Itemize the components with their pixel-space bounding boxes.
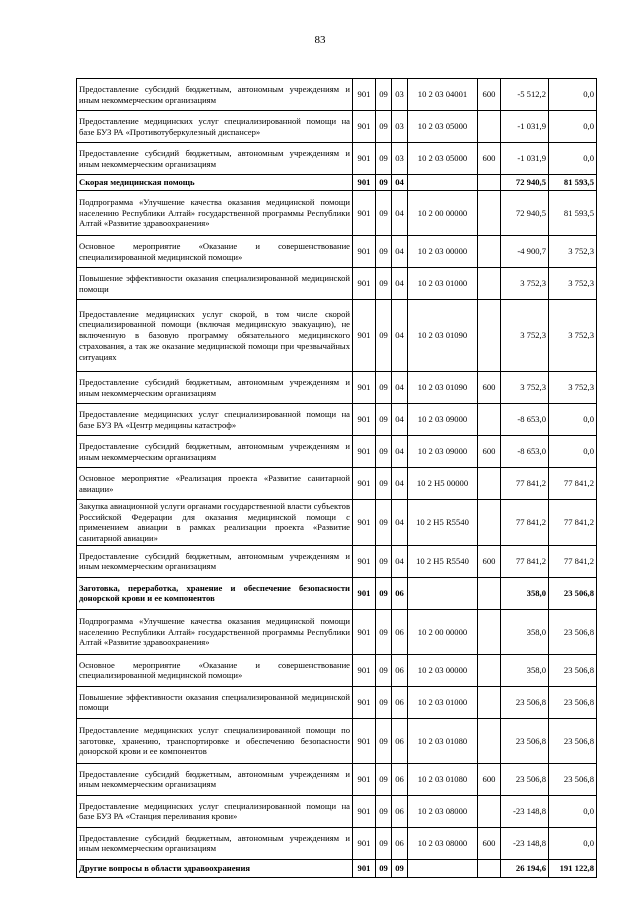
amount-1: 23 506,8: [501, 763, 549, 795]
row-name: Заготовка, переработка, хранение и обеспечение безопасности донорской крови и ее компонентов: [77, 577, 353, 609]
section-code: 09: [376, 175, 392, 191]
target-article-code: 10 2 Н5 00000: [408, 468, 478, 500]
target-article-code: 10 2 03 00000: [408, 654, 478, 686]
subsection-code: 06: [392, 795, 408, 827]
subsection-code: 06: [392, 609, 408, 654]
subsection-code: 06: [392, 763, 408, 795]
budget-table: [76, 78, 597, 878]
target-article-code: 10 2 Н5 R5540: [408, 545, 478, 577]
ved-code: 901: [353, 827, 376, 859]
amount-2: 23 506,8: [549, 654, 597, 686]
subsection-code: 06: [392, 654, 408, 686]
ved-code: 901: [353, 191, 376, 236]
amount-1: 358,0: [501, 654, 549, 686]
amount-2: 81 593,5: [549, 175, 597, 191]
subsection-code: 06: [392, 577, 408, 609]
row-name: Предоставление медицинских услуг скорой, в том числе скорой специализированной помощи (включая медицинскую эвакуацию), не включенную в базовую программу обязательного медицинского страхования, а так же оказание медицинской помощи при чрезвычайных ситуациях: [77, 300, 353, 372]
row-name: Основное мероприятие «Оказание и совершенствование специализированной медицинской помощи»: [77, 654, 353, 686]
row-name: Повышение эффективности оказания специализированной медицинской помощи: [77, 268, 353, 300]
expense-type-code: 600: [478, 143, 501, 175]
amount-1: 358,0: [501, 609, 549, 654]
amount-2: 0,0: [549, 143, 597, 175]
section-code: 09: [376, 686, 392, 718]
section-code: 09: [376, 372, 392, 404]
expense-type-code: [478, 468, 501, 500]
section-code: 09: [376, 236, 392, 268]
ved-code: 901: [353, 143, 376, 175]
expense-type-code: [478, 404, 501, 436]
section-code: 09: [376, 268, 392, 300]
expense-type-code: [478, 191, 501, 236]
target-article-code: 10 2 03 01000: [408, 268, 478, 300]
section-code: 09: [376, 577, 392, 609]
target-article-code: 10 2 03 00000: [408, 236, 478, 268]
section-code: 09: [376, 404, 392, 436]
amount-2: 0,0: [549, 795, 597, 827]
section-code: 09: [376, 143, 392, 175]
ved-code: 901: [353, 859, 376, 877]
table-row: [77, 191, 597, 236]
table-row: [77, 404, 597, 436]
subsection-code: 04: [392, 236, 408, 268]
subsection-code: 04: [392, 468, 408, 500]
ved-code: 901: [353, 404, 376, 436]
section-code: 09: [376, 795, 392, 827]
amount-2: 0,0: [549, 436, 597, 468]
target-article-code: 10 2 03 08000: [408, 827, 478, 859]
target-article-code: 10 2 03 05000: [408, 111, 478, 143]
amount-2: 3 752,3: [549, 268, 597, 300]
section-code: 09: [376, 300, 392, 372]
table-row: [77, 654, 597, 686]
expense-type-code: [478, 300, 501, 372]
target-article-code: 10 2 03 01090: [408, 372, 478, 404]
section-code: 09: [376, 500, 392, 546]
subsection-code: 04: [392, 191, 408, 236]
amount-1: 3 752,3: [501, 372, 549, 404]
amount-1: 358,0: [501, 577, 549, 609]
subsection-code: 03: [392, 143, 408, 175]
amount-2: 23 506,8: [549, 686, 597, 718]
row-name: Скорая медицинская помощь: [77, 175, 353, 191]
expense-type-code: [478, 236, 501, 268]
target-article-code: 10 2 03 04001: [408, 79, 478, 111]
amount-1: 77 841,2: [501, 468, 549, 500]
table-row: [77, 468, 597, 500]
ved-code: 901: [353, 236, 376, 268]
ved-code: 901: [353, 686, 376, 718]
target-article-code: [408, 577, 478, 609]
expense-type-code: [478, 175, 501, 191]
amount-1: 77 841,2: [501, 545, 549, 577]
amount-2: 77 841,2: [549, 500, 597, 546]
amount-1: 77 841,2: [501, 500, 549, 546]
ved-code: 901: [353, 372, 376, 404]
target-article-code: 10 2 03 05000: [408, 143, 478, 175]
amount-1: 23 506,8: [501, 718, 549, 763]
ved-code: 901: [353, 718, 376, 763]
expense-type-code: [478, 718, 501, 763]
subsection-code: 03: [392, 79, 408, 111]
row-name: Основное мероприятие «Оказание и совершенствование специализированной медицинской помощи»: [77, 236, 353, 268]
ved-code: 901: [353, 436, 376, 468]
expense-type-code: [478, 500, 501, 546]
ved-code: 901: [353, 300, 376, 372]
section-code: 09: [376, 436, 392, 468]
row-name: Предоставление субсидий бюджетным, автономным учреждениям и иным некоммерческим организациям: [77, 545, 353, 577]
amount-2: 0,0: [549, 404, 597, 436]
table-row: [77, 827, 597, 859]
amount-1: 72 940,5: [501, 175, 549, 191]
target-article-code: 10 2 00 00000: [408, 191, 478, 236]
amount-1: -8 653,0: [501, 404, 549, 436]
ved-code: 901: [353, 795, 376, 827]
target-article-code: 10 2 03 01000: [408, 686, 478, 718]
target-article-code: 10 2 03 08000: [408, 795, 478, 827]
amount-1: -23 148,8: [501, 827, 549, 859]
table-row: [77, 545, 597, 577]
amount-1: -5 512,2: [501, 79, 549, 111]
ved-code: 901: [353, 175, 376, 191]
expense-type-code: 600: [478, 545, 501, 577]
subsection-code: 04: [392, 500, 408, 546]
ved-code: 901: [353, 79, 376, 111]
section-code: 09: [376, 545, 392, 577]
amount-2: 23 506,8: [549, 609, 597, 654]
expense-type-code: 600: [478, 436, 501, 468]
table-row: [77, 79, 597, 111]
ved-code: 901: [353, 577, 376, 609]
section-code: 09: [376, 763, 392, 795]
table-row: [77, 500, 597, 546]
subsection-code: 03: [392, 111, 408, 143]
row-name: Другие вопросы в области здравоохранения: [77, 859, 353, 877]
ved-code: 901: [353, 268, 376, 300]
subsection-code: 06: [392, 827, 408, 859]
row-name: Предоставление субсидий бюджетным, автономным учреждениям и иным некоммерческим организациям: [77, 436, 353, 468]
subsection-code: 04: [392, 268, 408, 300]
ved-code: 901: [353, 545, 376, 577]
target-article-code: 10 2 03 01080: [408, 763, 478, 795]
ved-code: 901: [353, 763, 376, 795]
amount-1: -1 031,9: [501, 111, 549, 143]
subsection-code: 06: [392, 718, 408, 763]
table-row: [77, 175, 597, 191]
target-article-code: [408, 859, 478, 877]
amount-2: 191 122,8: [549, 859, 597, 877]
section-code: 09: [376, 654, 392, 686]
expense-type-code: [478, 859, 501, 877]
row-name: Повышение эффективности оказания специализированной медицинской помощи: [77, 686, 353, 718]
target-article-code: 10 2 Н5 R5540: [408, 500, 478, 546]
table-row: [77, 268, 597, 300]
row-name: Основное мероприятие «Реализация проекта «Развитие санитарной авиации»: [77, 468, 353, 500]
expense-type-code: [478, 609, 501, 654]
row-name: Подпрограмма «Улучшение качества оказания медицинской помощи населению Республики Алтай» государственной программы Республики Алтай «Развитие здравоохранения»: [77, 191, 353, 236]
expense-type-code: 600: [478, 372, 501, 404]
row-name: Предоставление субсидий бюджетным, автономным учреждениям и иным некоммерческим организациям: [77, 143, 353, 175]
amount-1: -4 900,7: [501, 236, 549, 268]
section-code: 09: [376, 827, 392, 859]
ved-code: 901: [353, 654, 376, 686]
amount-2: 23 506,8: [549, 718, 597, 763]
target-article-code: 10 2 03 01080: [408, 718, 478, 763]
amount-2: 77 841,2: [549, 468, 597, 500]
amount-2: 3 752,3: [549, 300, 597, 372]
page-number: 83: [314, 34, 326, 46]
row-name: Предоставление медицинских услуг специализированной помощи на базе БУЗ РА «Центр медицины катастроф»: [77, 404, 353, 436]
amount-1: 23 506,8: [501, 686, 549, 718]
row-name: Предоставление субсидий бюджетным, автономным учреждениям и иным некоммерческим организациям: [77, 827, 353, 859]
amount-2: 81 593,5: [549, 191, 597, 236]
subsection-code: 04: [392, 300, 408, 372]
table-row: [77, 686, 597, 718]
expense-type-code: [478, 686, 501, 718]
subsection-code: 06: [392, 686, 408, 718]
amount-1: 72 940,5: [501, 191, 549, 236]
table-row: [77, 577, 597, 609]
row-name: Предоставление медицинских услуг специализированной помощи на базе БУЗ РА «Противотуберкулезный диспансер»: [77, 111, 353, 143]
amount-1: 26 194,6: [501, 859, 549, 877]
table-row: [77, 143, 597, 175]
amount-2: 23 506,8: [549, 763, 597, 795]
row-name: Предоставление медицинских услуг специализированной помощи по заготовке, хранению, транспортировке и обеспечению безопасности донорской крови и ее компонентов: [77, 718, 353, 763]
amount-2: 23 506,8: [549, 577, 597, 609]
table-row: [77, 436, 597, 468]
table-row: [77, 718, 597, 763]
section-code: 09: [376, 609, 392, 654]
row-name: Предоставление субсидий бюджетным, автономным учреждениям и иным некоммерческим организациям: [77, 763, 353, 795]
amount-1: -23 148,8: [501, 795, 549, 827]
expense-type-code: [478, 654, 501, 686]
ved-code: 901: [353, 111, 376, 143]
table-row: [77, 300, 597, 372]
expense-type-code: 600: [478, 79, 501, 111]
ved-code: 901: [353, 468, 376, 500]
ved-code: 901: [353, 500, 376, 546]
amount-2: 0,0: [549, 827, 597, 859]
section-code: 09: [376, 859, 392, 877]
subsection-code: 09: [392, 859, 408, 877]
table-row: [77, 763, 597, 795]
table-row: [77, 236, 597, 268]
target-article-code: [408, 175, 478, 191]
amount-1: -1 031,9: [501, 143, 549, 175]
section-code: 09: [376, 468, 392, 500]
section-code: 09: [376, 79, 392, 111]
table-row: [77, 859, 597, 877]
amount-2: 0,0: [549, 111, 597, 143]
amount-1: 3 752,3: [501, 268, 549, 300]
table-row: [77, 372, 597, 404]
amount-2: 77 841,2: [549, 545, 597, 577]
section-code: 09: [376, 718, 392, 763]
table-row: [77, 609, 597, 654]
ved-code: 901: [353, 609, 376, 654]
subsection-code: 04: [392, 175, 408, 191]
target-article-code: 10 2 03 01090: [408, 300, 478, 372]
expense-type-code: 600: [478, 763, 501, 795]
section-code: 09: [376, 191, 392, 236]
row-name: Закупка авиационной услуги органами государственной власти субъектов Российской Федерации для оказания медицинской помощи с применением авиации в рамках реализации проекта «Развитие санитарной авиации»: [77, 500, 353, 546]
target-article-code: 10 2 00 00000: [408, 609, 478, 654]
amount-2: 3 752,3: [549, 372, 597, 404]
amount-2: 3 752,3: [549, 236, 597, 268]
row-name: Предоставление медицинских услуг специализированной помощи на базе БУЗ РА «Станция переливания крови»: [77, 795, 353, 827]
target-article-code: 10 2 03 09000: [408, 436, 478, 468]
target-article-code: 10 2 03 09000: [408, 404, 478, 436]
amount-1: 3 752,3: [501, 300, 549, 372]
table-row: [77, 795, 597, 827]
subsection-code: 04: [392, 545, 408, 577]
expense-type-code: [478, 111, 501, 143]
row-name: Предоставление субсидий бюджетным, автономным учреждениям и иным некоммерческим организациям: [77, 372, 353, 404]
subsection-code: 04: [392, 372, 408, 404]
subsection-code: 04: [392, 436, 408, 468]
row-name: Предоставление субсидий бюджетным, автономным учреждениям и иным некоммерческим организациям: [77, 79, 353, 111]
expense-type-code: [478, 577, 501, 609]
expense-type-code: [478, 268, 501, 300]
amount-1: -8 653,0: [501, 436, 549, 468]
amount-2: 0,0: [549, 79, 597, 111]
expense-type-code: 600: [478, 827, 501, 859]
expense-type-code: [478, 795, 501, 827]
table-row: [77, 111, 597, 143]
row-name: Подпрограмма «Улучшение качества оказания медицинской помощи населению Республики Алтай» государственной программы Республики Алтай «Развитие здравоохранения»: [77, 609, 353, 654]
subsection-code: 04: [392, 404, 408, 436]
section-code: 09: [376, 111, 392, 143]
